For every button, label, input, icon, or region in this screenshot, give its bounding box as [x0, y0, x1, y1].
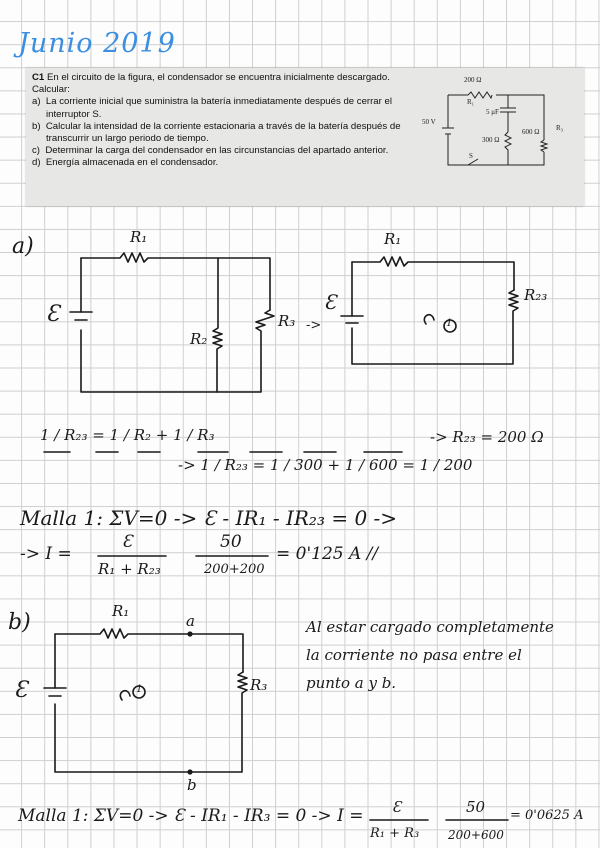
node-b-dot: [187, 769, 192, 774]
parallel-result: -> R₂₃ = 200 Ω: [430, 428, 544, 446]
item-text: Determinar la carga del condensador en las circunstancias del apartado anterior.: [45, 145, 389, 157]
arrow-label: ->: [306, 318, 322, 333]
r2-value: 300 Ω: [482, 136, 500, 144]
item-marker: b): [32, 120, 41, 132]
frac-num-a2: 50: [220, 532, 242, 552]
capacitor-value: 5 μF: [486, 108, 499, 116]
node-a-label: a: [186, 612, 195, 630]
frac-num-b2: 50: [466, 798, 486, 816]
r3-label: R₃: [556, 124, 564, 132]
current-result-a: = 0'125 A //: [276, 544, 379, 564]
loop-number-b: 1: [136, 684, 143, 695]
page-title: Junio 2019: [18, 28, 176, 59]
note-line-1: Al estar cargado completamente: [306, 618, 554, 636]
circuit-a-simplified: [341, 257, 518, 364]
parallel-equation-1: 1 / R₂₃ = 1 / R₂ + 1 / R₃: [40, 426, 215, 444]
battery-value: 50 V: [422, 118, 436, 126]
problem-label: C1: [32, 72, 45, 83]
emf-simplified-label: Ɛ: [324, 290, 337, 314]
r3-label-b: R₃: [250, 676, 268, 694]
emf-label: Ɛ: [46, 302, 60, 327]
r2-label: R₂: [190, 330, 208, 348]
r1-value: 200 Ω: [464, 76, 482, 84]
frac-num-a1: Ɛ: [122, 532, 133, 552]
r3-value: 600 Ω: [522, 128, 540, 136]
r1-simplified-label: R₁: [384, 230, 402, 248]
circuit-a-full: [70, 253, 274, 392]
frac-den-a2: 200+200: [204, 562, 265, 577]
emf-label-b: Ɛ: [14, 678, 28, 703]
problem-intro-text: En el circuito de la figura, el condensador se encuentra inicialmente descargado. Calcular:: [32, 72, 390, 96]
r1-label-b: R₁: [112, 602, 130, 620]
r1-label: R₁: [130, 228, 148, 246]
note-line-2: la corriente no pasa entre el: [306, 646, 522, 664]
mesh-equation-b: Malla 1: ΣV=0 -> Ɛ - IR₁ - IR₃ = 0 -> I =: [18, 806, 364, 826]
node-b-label: b: [187, 776, 197, 794]
item-text: La corriente inicial que suministra la batería inmediatamente después de cerrar el interruptor S.: [45, 96, 392, 120]
part-a-label: a): [12, 234, 34, 259]
loop-arrow-icon: [424, 315, 434, 324]
switch-label: S: [469, 152, 473, 160]
r3-label: R₃: [278, 312, 296, 330]
item-text: Energía almacenada en el condensador.: [45, 157, 219, 169]
note-line-3: punto a y b.: [306, 674, 397, 692]
node-a-dot: [187, 631, 192, 636]
frac-num-b1: Ɛ: [392, 798, 402, 816]
loop-arrow-icon: [120, 691, 130, 700]
current-lhs-a: -> I =: [20, 544, 72, 564]
parallel-equation-2: -> 1 / R₂₃ = 1 / 300 + 1 / 600 = 1 / 200: [178, 456, 473, 474]
loop-number: 1: [446, 318, 453, 329]
r23-label: R₂₃: [524, 286, 548, 304]
mesh-equation-a: Malla 1: ΣV=0 -> Ɛ - IR₁ - IR₂₃ = 0 ->: [20, 506, 398, 530]
frac-den-b1: R₁ + R₃: [370, 826, 420, 841]
item-marker: d): [32, 157, 41, 169]
r1-label: R₁: [467, 98, 475, 106]
item-marker: c): [32, 145, 40, 157]
current-result-b: = 0'0625 A: [510, 808, 584, 823]
item-text: Calcular la intensidad de la corriente estacionaria a través de la batería después de transcurrir un largo periodo de tiempo.: [45, 120, 401, 145]
frac-den-a1: R₁ + R₂₃: [98, 560, 161, 578]
part-b-label: b): [8, 610, 31, 635]
circuit-b: [44, 629, 247, 772]
item-marker: a): [32, 96, 41, 108]
frac-den-b2: 200+600: [448, 828, 504, 842]
